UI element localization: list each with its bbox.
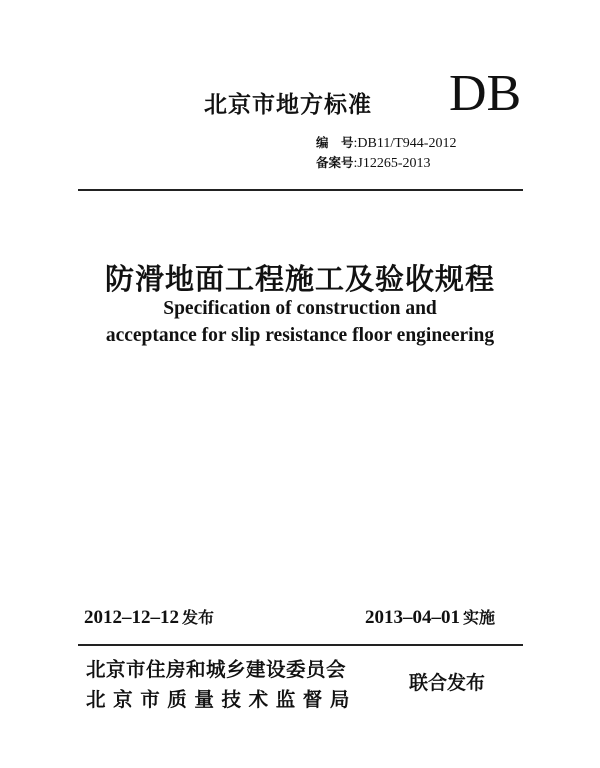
standard-code-value: :DB11/T944-2012: [353, 136, 457, 151]
issue-date: [84, 605, 214, 629]
standard-code-label: 编 号: [316, 135, 354, 150]
record-number-label: 备案号: [316, 155, 354, 170]
implementation-date-label: 实施: [463, 608, 496, 627]
implementation-date-value: 2013–04–01: [365, 607, 460, 628]
record-number: [316, 153, 431, 172]
implementation-date: [365, 605, 495, 629]
standard-category: 北京市地方标准: [204, 92, 372, 118]
joint-release-label: 联合发布: [409, 672, 486, 694]
title-chinese: 防滑地面工程施工及验收规程: [104, 262, 495, 296]
standard-code: [316, 133, 456, 152]
title-english-line-1: Specification of construction and: [163, 298, 437, 319]
title-english-line-2: acceptance for slip resistance floor engineering: [105, 325, 495, 346]
issue-date-value: 2012–12–12: [84, 607, 179, 628]
issue-date-label: 发布: [182, 608, 215, 627]
bottom-divider: [78, 644, 523, 646]
record-number-value: :J12265-2013: [353, 156, 431, 171]
issuer-housing-commission: 北京市住房和城乡建设委员会: [86, 658, 347, 681]
issuer-quality-bureau: 北京市质量技术监督局: [86, 688, 358, 711]
top-divider: [78, 189, 523, 191]
db-mark: DB: [449, 65, 522, 122]
